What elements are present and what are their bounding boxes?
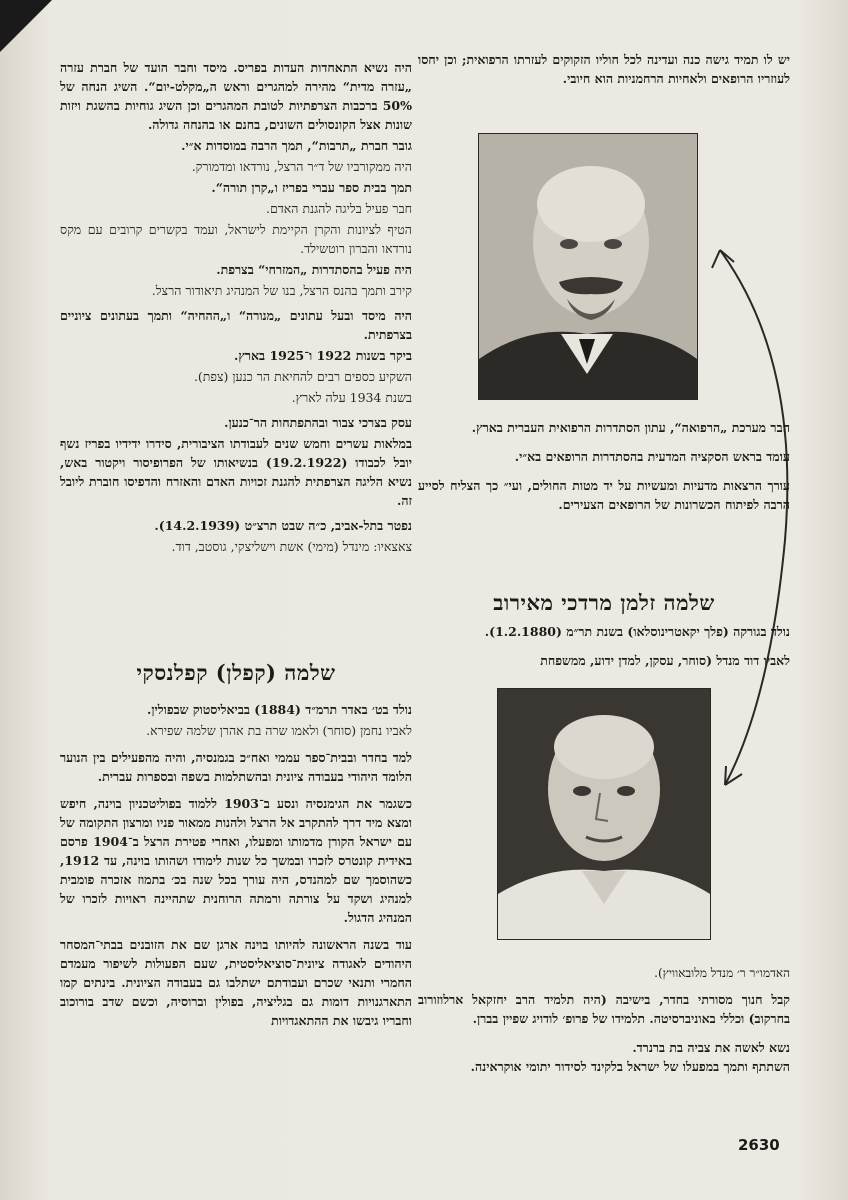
left-bio-paragraph: עוד בשנה הראשונה להיותו בוינה ארגן שם את הזובנים בבתי־המסחר היהודים לאגודה ציונית־סוציאליסטית, שעם הפעולות לשיפור מעמדם החמרי ותנאי שכרם ועבודתם ישתלבו גם בעבודה הציונית. בינתים קמו התארגנויות דומות גם בגליציה, בפולין וברוסיה, וכשם שדב בורוכוב וחבריו גיבשו את ההתאגדויות	[60, 937, 412, 1028]
mid-paragraph: עורך הרצאות מדעיות ומעשיות על יד מטות החולים, ועי״ כך הצליח לסייע הרבה לפיתוח הכשרונות של הרופאים הצעירים.	[418, 478, 790, 512]
bio-paragraph: לאביו דוד מנדל (סוחר, עסקן, למדן ידוע, ממשפחת	[540, 653, 790, 668]
portrait-photo-top	[478, 133, 698, 400]
left-paragraph: קירב ותמך בהנס הרצל, בנו של המנהיג תיאודור הרצל.	[151, 283, 412, 298]
portrait-man-bald-mustache	[479, 134, 697, 399]
left-paragraph: חבר פעיל בליגה להגנת האדם.	[266, 201, 412, 216]
left-paragraph: ביקר בשנות 1922 ו־1925 בארץ.	[234, 348, 412, 363]
left-paragraph: היה ממקורביו של ד״ר הרצל, נורדאו ומדמורק.	[191, 159, 412, 174]
intro-paragraph: יש לו תמיד גישה כנה ועדינה לכל חוליו הזקוקים לעזרתו הרפואית; וכן יחסו לעוזריו הרופאים ולאחיות הרחמניות הוא חיובי.	[418, 52, 790, 86]
left-paragraph: היה פעיל בהסתדרות „המזרחי“ בצרפת.	[216, 262, 412, 277]
left-paragraph: היה נשיא התאחדות העדות בפריס. מיסד וחבר הועד של חברת עזרה „עזרה מדית“ מהירה למהגרים וראש ה„מקלט-יום“. השיג הנחה של 50% ברכבות הצרפתיות לטובת המהגרים וכן השיג גוחיות בהשגת ויזות שונות אצל הקונסולים השונים, בחנם או בהנחה גדולה.	[60, 60, 412, 132]
left-paragraph: השקיע כספים רבים להחיאת הר כנען (צפת).	[193, 369, 412, 384]
right-column-intro	[418, 50, 790, 98]
left-paragraph: נפטר בתל-אביב, כ״ה שבט תרצ״ט (14.2.1939).	[154, 518, 412, 533]
left-bio-paragraph: נולד בט׳ באדר תרמ״ד (1884) בביאליסטוק שבפולין.	[146, 702, 412, 717]
left-paragraph: במלאות עשרים וחמש שנים לעבודתו הציבורית, סידרו ידידיו בפריז נשף יובל לכבודו (19.2.1922) בנשיאותו של הפרופיסור ויקטור באש, נשיא הליגה הצרפתית להגנת זכויות האדם והאזרח והדפיסו חוברת ליובל זה.	[60, 436, 413, 508]
left-bio-paragraph: למד בחדר ובבית־ספר עממי ואח״כ בגמנסיה, והיה מהפעילים בין הנוער הלומד היהודי בעבודה ציונית ובהשתלמות בשפה ובספרות עברית.	[60, 750, 412, 784]
left-paragraph: גובר חברת „תרבות“, תמך הרבה במוסדות א״י.	[181, 138, 412, 153]
left-paragraph: היה מיסד ובעל עתונים „מנורה“ ו„ההחיה“ ותמך בעתונים ציוניים בצרפתית.	[60, 308, 412, 342]
left-paragraph: בשנת 1934 עלה לארץ.	[291, 390, 412, 405]
left-paragraph: תמך בבית ספר עברי בפריז ו„קרן תורה“.	[211, 180, 412, 195]
portrait-photo-bottom	[497, 688, 711, 940]
right-column-bio	[418, 622, 790, 680]
torn-corner	[0, 0, 52, 52]
right-column-closing	[418, 990, 790, 1086]
heading-meirov: שלמה זלמן מרדכי מאירוב	[493, 590, 715, 615]
photo-caption: האדמו״ר ר׳ מנדל מלובאוויץ).	[654, 966, 790, 980]
left-bio-paragraph: לאביו נחמן (סוחר) ולאמו שרה בת אהרן שלמה שפירא.	[146, 723, 412, 738]
heading-kaplansky: שלמה (קפלן) קפלנסקי	[136, 660, 336, 685]
portrait-man-white-shirt	[498, 689, 710, 939]
bio-paragraph: נולד בגורקה (פלך יקאטרינוסלאו) בשנת תר״מ (1.2.1880).	[484, 624, 790, 639]
left-paragraph: צאצאיו: מינדל (מימי) אשת וישליצקי, גוסטב, דוד.	[171, 539, 412, 554]
left-paragraph: הטיף לציונות והקרן הקיימת לישראל, ועמד בקשרים קרובים עם מקס נורדאו והברון רוטשילד.	[60, 222, 412, 256]
left-bio-paragraph: כשגמר את הגימנסיה ונסע ב־1903 ללמוד בפוליטכניון בוינה, חיפש ומצא מיד דרך להתקרב אל הרצל ולהנות ממאור פניו ומרצון התקומה של עם ישראל הקורן מדמותו ומפעלו, ואחרי פטירת הרצל ב־1904 פרסם באידית קונטרס לזכרו ובמשך כל שנות לימודו ושהותו בוינה, עד 1912, כשהוסמך שם למהנדס, היה עורך בכל שנה בכ׳ בתמוז אזכרה פומבית למנהיג ושקד על צורתה ורמתה הרוחנית שתהיינה ראויות לזכרו של המנהיג הדגול.	[60, 796, 413, 925]
closing-paragraph: השתתף ותמך במפעלו של ישראל בלקינד לסידור יתומי אוקראינה.	[470, 1059, 790, 1074]
mid-paragraph: חבר מערכת „הרפואה“, עתון הסתדרות הרפואית העברית בארץ.	[471, 420, 790, 435]
page-number: 2630	[738, 1136, 780, 1154]
closing-paragraph: נשא לאשה את צביה בת ברנרד.	[632, 1040, 790, 1055]
left-column-top	[60, 58, 412, 558]
left-column-bottom	[60, 700, 412, 1040]
right-column-mid	[418, 418, 790, 524]
closing-paragraph: קבל חנוך מסורתי בחדר, בישיבה (היה תלמיד הרב יחזקאל ארלוזורוב בחרקוב) וכללי באוניברסיטה. תלמידו של פרופ׳ לודויג שפיין בברן.	[418, 992, 790, 1026]
mid-paragraph: עומד בראש הסקציה המדעית בהסתדרות הרופאים בא״י.	[514, 449, 790, 464]
left-paragraph: עסק בצרכי צבור ובהתפתחות הר־כנען.	[224, 415, 412, 430]
